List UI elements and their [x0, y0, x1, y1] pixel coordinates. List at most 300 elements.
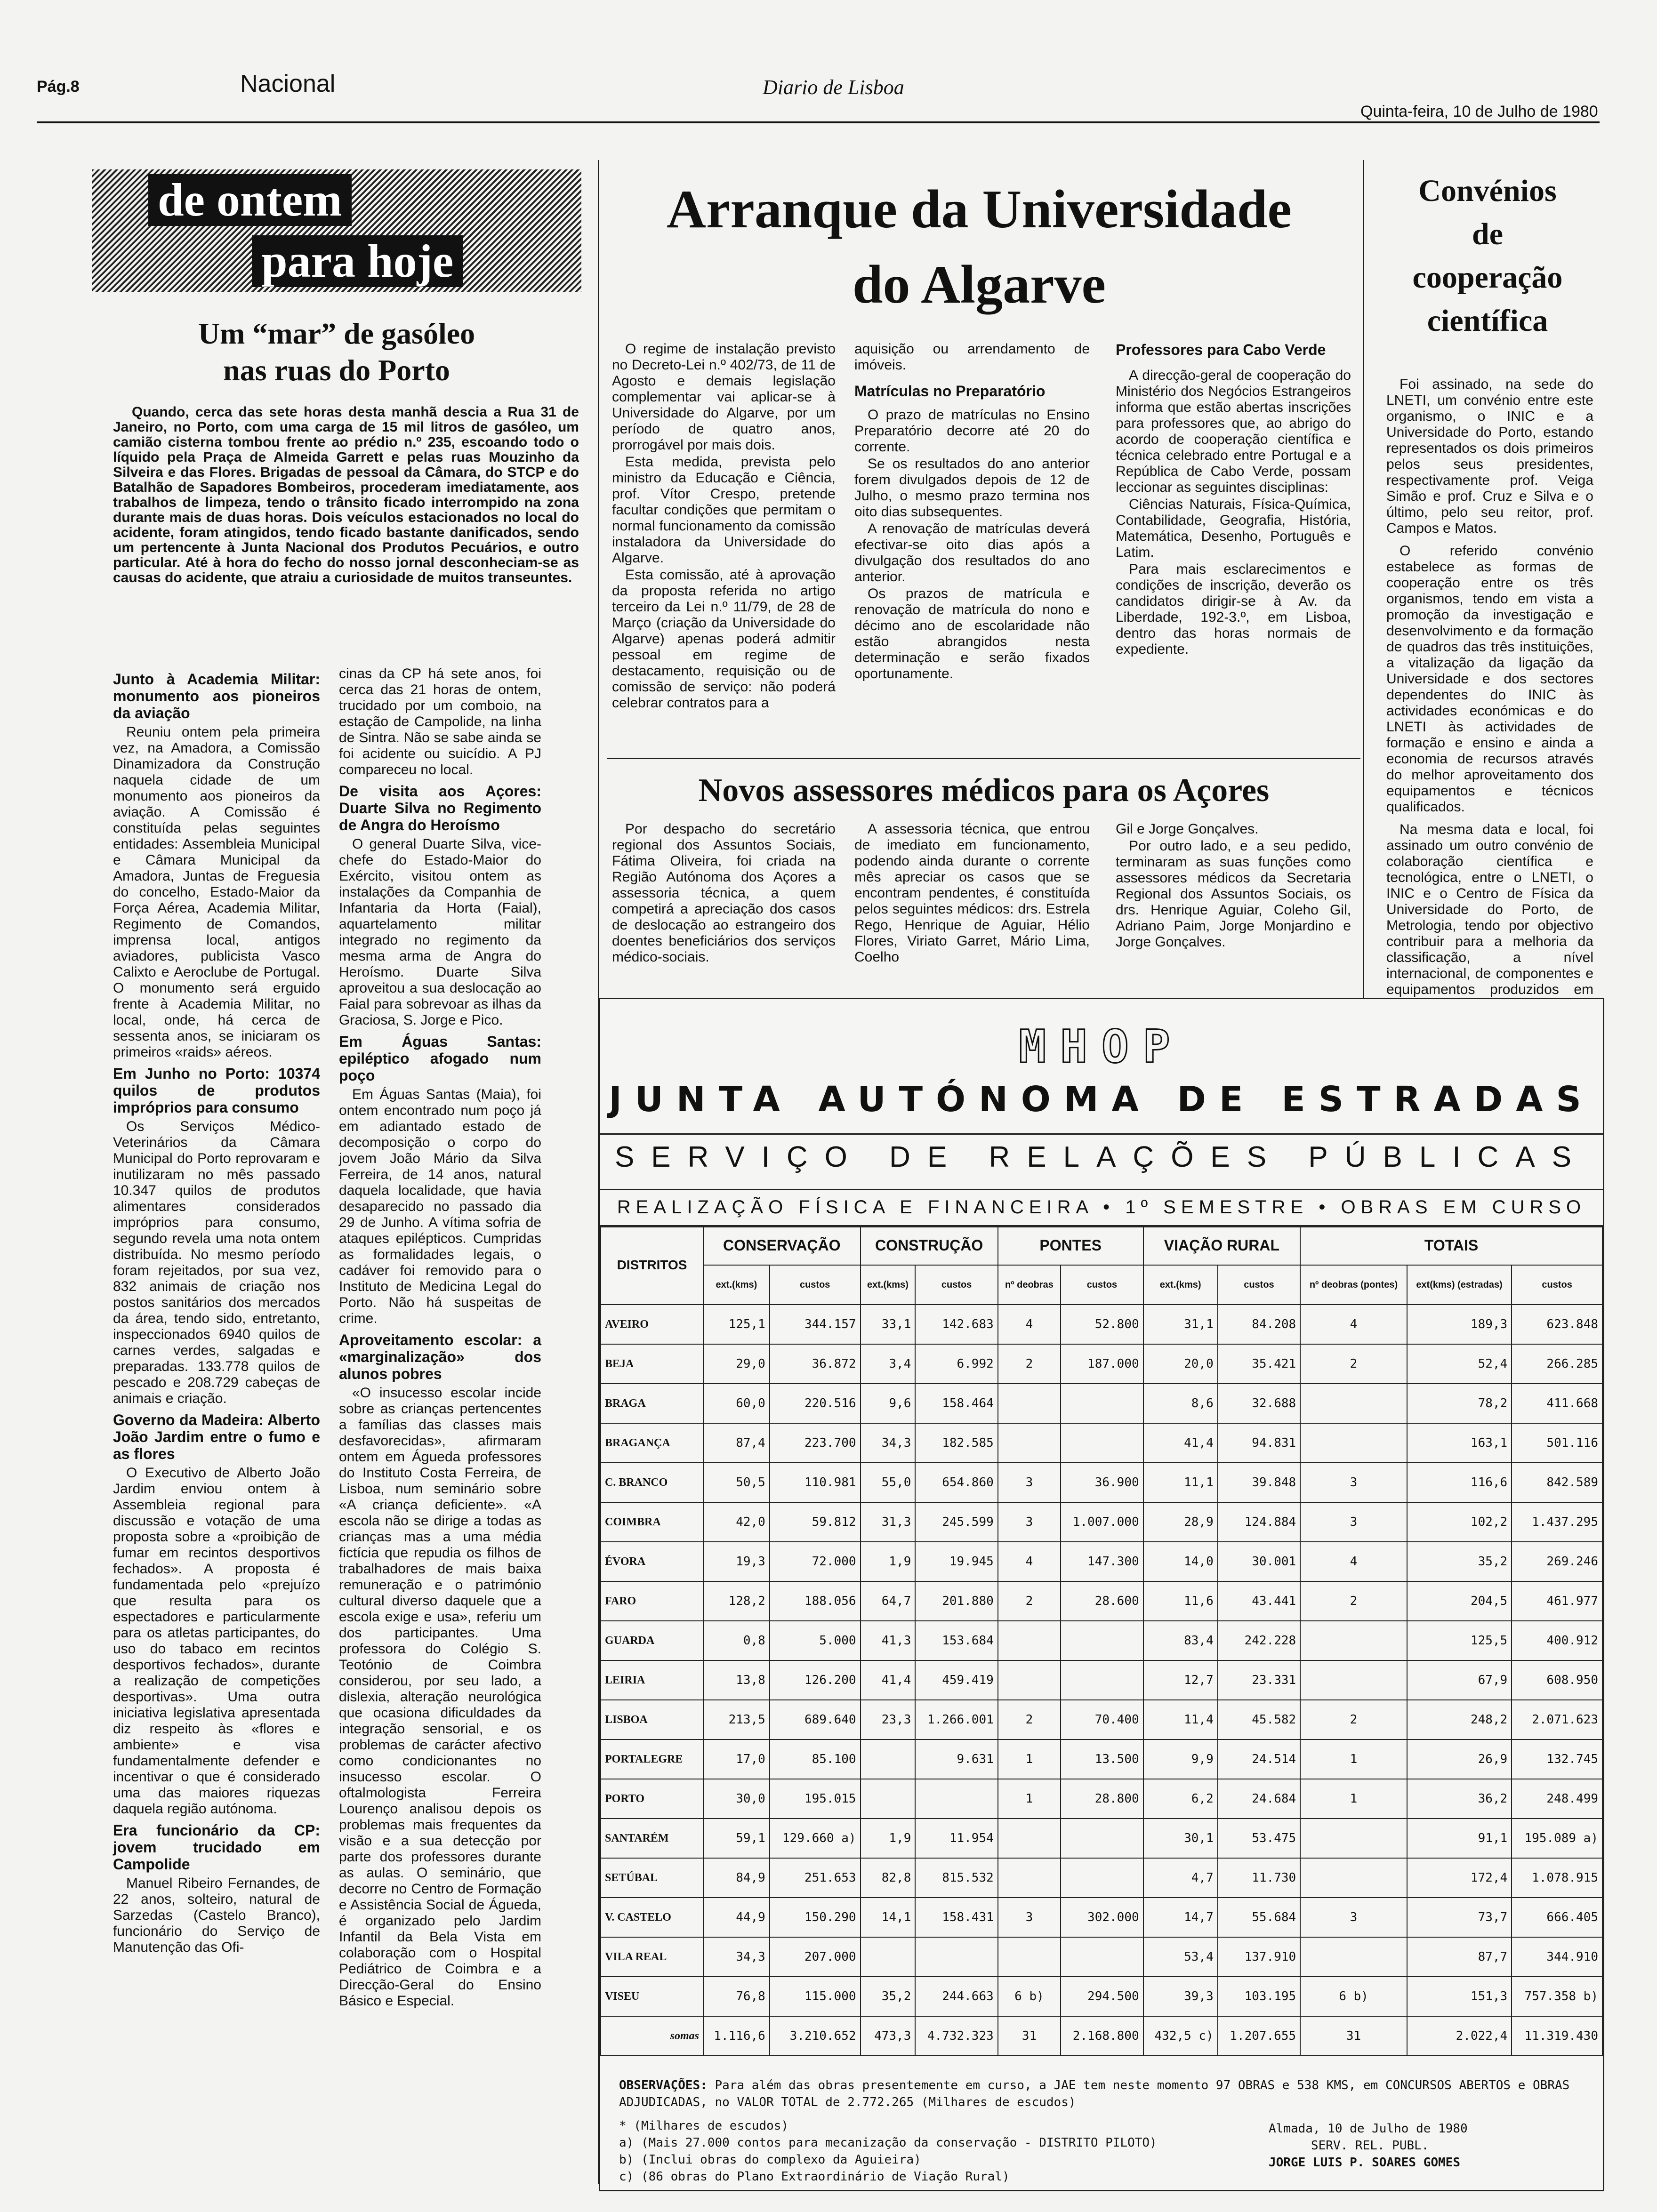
header-rule: [37, 121, 1600, 123]
table-cell: 31,1: [1143, 1305, 1218, 1344]
district-name: FARO: [601, 1581, 703, 1621]
district-name: C. BRANCO: [601, 1463, 703, 1502]
acores-p1: Por despacho do secretário regional dos Assuntos Sociais, Fátima Oliveira, foi criada na Região Autónoma dos Açores a assessoria técnica, a quem competirá a apreciação dos casos de deslocação ao estrangeiro dos doentes beneficiários dos serviços médico-sociais.: [612, 821, 836, 965]
table-cell: 36.872: [770, 1344, 861, 1384]
table-cell: 132.745: [1512, 1739, 1602, 1779]
somas-cell: 31: [1300, 2016, 1407, 2056]
table-cell: 24.684: [1218, 1779, 1300, 1819]
table-cell: 52.800: [1061, 1305, 1143, 1344]
table-cell: 35.421: [1218, 1344, 1300, 1384]
table-cell: 172,4: [1407, 1858, 1512, 1898]
table-cell: 654.860: [915, 1463, 997, 1502]
algarve-p5: O prazo de matrículas no Ensino Preparatório decorre até 20 do corrente.: [854, 407, 1090, 455]
table-cell: 59,1: [703, 1819, 770, 1858]
table-cell: 126.200: [770, 1660, 861, 1700]
relacoes-publicas-title: SERVIÇO DE RELAÇÕES PÚBLICAS: [614, 1141, 1589, 1173]
th-sub-3: custos: [915, 1265, 997, 1305]
table-cell: 142.683: [915, 1305, 997, 1344]
somas-cell: 3.210.652: [770, 2016, 861, 2056]
lead-text: Quando, cerca das sete horas desta manhã descia a Rua 31 de Janeiro, no Porto, com uma carga de 15 mil litros de gasóleo, um camião cisterna tombou frente ao prédio n.º 235, escoando todo o líquido pela Praça de Almeida Garrett e pelas ruas Mouzinho da Silveira e das Flores. Brigadas de pessoal da Câmara, do STCP e do Batalhão de Sapadores Bombeiros, procederam imediatamente, aos trabalhos de limpeza, tendo o trânsito ficado interrompido na zona durante mais de duas horas. Dois veículos estacionados no local do acidente, foram atingidos, tendo ficado bastante danificados, sendo um pertencente à Junta Nacional dos Produtos Pecuários, e outro particular. Até à hora do fecho do nosso jornal desconheciam-se as causas do acidente, que atraiu a curiosidade de muitos transeuntes.: [113, 404, 579, 585]
table-cell: 815.532: [915, 1858, 997, 1898]
table-row: [601, 1660, 1602, 1700]
escolar-text: «O insucesso escolar incide sobre as crianças pertencentes a famílias das classes mais desfavorecidas», afirmaram ontem em Águeda professores do Instituto Costa Ferreira, de Lisboa, num seminário sobre «A criança deficiente». «A escola não se dirige a todas as crianças mas a uma média fictícia que repudia os filhos de trabalhadores de mais baixa remuneração e o património cultural diverso daquele que a escola exige e usa», referiu um dos participantes. Uma professora do Colégio S. Teotónio de Coimbra considerou, por seu lado, a dislexia, alteração neurológica que ocasiona dificuldades da integração sensorial, e os problemas de carácter afectivo como condicionantes no insucesso escolar. O oftalmologista Ferreira Lourenço analisou depois os problemas mais frequentes da visão e a sua detecção por parte dos professores durante as aulas. O seminário, que decorre no Centro de Formação e Assistência Social de Águeda, é organizado pelo Jardim Infantil da Bela Vista em colaboração com o Hospital Pediátrico de Coimbra e a Direcção-Geral do Ensino Básico e Especial.: [339, 1385, 541, 2009]
table-cell: 757.358 b): [1512, 1977, 1602, 2016]
table-cell: [1300, 1660, 1407, 1700]
obs-note-0: * (Milhares de escudos): [619, 2119, 789, 2133]
algarve-rule: [607, 758, 1360, 759]
table-cell: 623.848: [1512, 1305, 1602, 1344]
table-cell: 84,9: [703, 1858, 770, 1898]
algarve-col2: [854, 341, 1090, 683]
table-cell: 70.400: [1061, 1700, 1143, 1739]
table-cell: 23,3: [861, 1700, 916, 1739]
algarve-p11: Para mais esclarecimentos e condições de inscrição, deverão os candidatos dirigir-se à Av. da Liberdade, 192-3.º, em Lisboa, dentro das horas normais de expediente.: [1116, 561, 1351, 657]
table-cell: 39,3: [1143, 1977, 1218, 2016]
th-sub-10: custos: [1512, 1265, 1602, 1305]
table-cell: 45.582: [1218, 1700, 1300, 1739]
obs-note-2: b) (Inclui obras do complexo da Aguieira): [619, 2153, 921, 2167]
table-cell: 4,7: [1143, 1858, 1218, 1898]
porto-produtos-text: Os Serviços Médico-Veterinários da Câmara Municipal do Porto reprovaram e inutilizaram no mês passado 10.347 quilos de produtos alimentares considerados impróprios para consumo, segundo revela uma nota ontem distribuída. No mesmo período foram rejeitados, por sua vez, 832 animais de criação nos postos sanitários dos mercados da área, tendo sido, entretanto, inspeccionados 6940 quilos de carnes verdes, salgadas e preparadas. 133.778 quilos de pescado e 208.729 cabeças de animais e criação.: [113, 1119, 320, 1406]
table-cell: 30,1: [1143, 1819, 1218, 1858]
table-cell: 1: [1300, 1739, 1407, 1779]
table-cell: 23.331: [1218, 1660, 1300, 1700]
table-cell: 302.000: [1061, 1898, 1143, 1937]
somas-label: somas: [601, 2016, 703, 2056]
table-cell: [1300, 1621, 1407, 1660]
aguas-santas-text: Em Águas Santas (Maia), foi ontem encontrado num poço já em adiantado estado de decomposição o corpo do jovem João Mário da Silva Ferreira, de 14 anos, natural daquela localidade, que havia desaparecido no passado dia 29 de Junho. A vítima sofria de ataques epilépticos. Cumpridas as formalidades legais, o cadáver foi removido para o Instituto de Medicina Legal do Porto. Não há suspeitas de crime.: [339, 1087, 541, 1326]
table-cell: 150.290: [770, 1898, 861, 1937]
district-name: GUARDA: [601, 1621, 703, 1660]
cp-headline: Era funcionário da CP: jovem trucidado em Campolide: [113, 1822, 320, 1873]
table-cell: 4: [998, 1542, 1061, 1581]
table-cell: [998, 1621, 1061, 1660]
th-viacao: VIAÇÃO RURAL: [1143, 1226, 1301, 1265]
table-cell: 102,2: [1407, 1502, 1512, 1542]
table-cell: [1061, 1423, 1143, 1463]
table-cell: 55,0: [861, 1463, 916, 1502]
lead-headline-line2: nas ruas do Porto: [223, 353, 450, 387]
table-cell: 13,8: [703, 1660, 770, 1700]
table-cell: 4: [998, 1305, 1061, 1344]
th-sub-9: ext(kms) (estradas): [1407, 1265, 1512, 1305]
table-cell: 36.900: [1061, 1463, 1143, 1502]
algarve-headline-line2: do Algarve: [852, 255, 1106, 315]
somas-cell: 1.207.655: [1218, 2016, 1300, 2056]
table-cell: 1: [998, 1739, 1061, 1779]
table-row: [601, 1581, 1602, 1621]
algarve-p7: A renovação de matrículas deverá efectivar-se oito dias após a divulgação dos resultados do ano anterior.: [854, 521, 1090, 585]
table-cell: [1061, 1384, 1143, 1423]
table-cell: 91,1: [1407, 1819, 1512, 1858]
table-cell: 2: [1300, 1344, 1407, 1384]
convenios-p3: Na mesma data e local, foi assinado um outro convénio de colaboração científica e tecnológica, entre o LNETI, o INIC e o Centro de Física da Universidade do Porto, de Metrologia, tendo por objectivo contribuir para a melhoria da classificação, a nível internacional, de componentes e equipamentos produzidos em: [1386, 822, 1593, 997]
madeira-text: O Executivo de Alberto João Jardim enviou ontem à Assembleia regional para discussão e votação de uma proposta sobre a «proibição de fumar em recintos desportivos fechados». A proposta é fundamentada pelo «prejuízo que resulta para os espectadores e particularmente para os atletas participantes, do uso do tabaco em recintos desportivos fechados», durante a realização de competições desportivas». Uma outra iniciativa legislativa apresentada diz respeito às «flores e ambiente» e visa fundamentalmente defender e incentivar o que é considerado uma das maiores riquezas daquela região autónoma.: [113, 1465, 320, 1817]
table-cell: 1,9: [861, 1542, 916, 1581]
table-row: [601, 1779, 1602, 1819]
table-cell: 400.912: [1512, 1621, 1602, 1660]
table-cell: 251.653: [770, 1858, 861, 1898]
table-cell: 195.089 a): [1512, 1819, 1602, 1858]
table-cell: 461.977: [1512, 1581, 1602, 1621]
algarve-p3: Esta comissão, até à aprovação da proposta referida no artigo terceiro da Lei n.º 11/79, de 28 de Março (criação da Universidade do Algarve) apenas poderá admitir pessoal em regime de destacamento, requisição ou de comissão de serviço: não poderá celebrar contratos para a: [612, 567, 836, 711]
district-name: COIMBRA: [601, 1502, 703, 1542]
table-cell: 1.437.295: [1512, 1502, 1602, 1542]
table-cell: 36,2: [1407, 1779, 1512, 1819]
table-cell: 30,0: [703, 1779, 770, 1819]
col2-articles: [339, 666, 541, 2010]
signature-name: JORGE LUIS P. SOARES GOMES: [1269, 2156, 1460, 2170]
table-cell: 124.884: [1218, 1502, 1300, 1542]
th-sub-1: custos: [770, 1265, 861, 1305]
cp-text: Manuel Ribeiro Fernandes, de 22 anos, solteiro, natural de Sarzedas (Castelo Branco), funcionário do Serviço de Manutenção das Ofi-: [113, 1875, 320, 1955]
somas-cell: 432,5 c): [1143, 2016, 1218, 2056]
algarve-headline: [607, 172, 1351, 322]
acores-p3: Gil e Jorge Gonçalves.: [1116, 821, 1259, 837]
district-name: SETÚBAL: [601, 1858, 703, 1898]
algarve-p6: Se os resultados do ano anterior forem divulgados depois de 12 de Julho, o mesmo prazo termina nos oito dias subsequentes.: [854, 456, 1090, 520]
table-cell: 2: [998, 1581, 1061, 1621]
table-cell: 689.640: [770, 1700, 861, 1739]
table-cell: 1.078.915: [1512, 1858, 1602, 1898]
table-cell: 6,2: [1143, 1779, 1218, 1819]
table-cell: [1061, 1621, 1143, 1660]
table-cell: [915, 1779, 997, 1819]
table-cell: 344.910: [1512, 1937, 1602, 1977]
table-cell: [998, 1858, 1061, 1898]
table-row: [601, 1423, 1602, 1463]
th-sub-0: ext.(kms): [703, 1265, 770, 1305]
table-cell: 34,3: [861, 1423, 916, 1463]
observacoes-text-line: [619, 2077, 1589, 2111]
table-cell: [1300, 1423, 1407, 1463]
table-cell: 125,5: [1407, 1621, 1512, 1660]
table-cell: 83,4: [1143, 1621, 1218, 1660]
table-cell: [998, 1384, 1061, 1423]
table-cell: 87,4: [703, 1423, 770, 1463]
signature-block: [1269, 2120, 1468, 2171]
district-name: LISBOA: [601, 1700, 703, 1739]
newspaper-name: Diario de Lisboa: [763, 76, 904, 99]
table-cell: 128,2: [703, 1581, 770, 1621]
district-name: BEJA: [601, 1344, 703, 1384]
algarve-col3: [1116, 341, 1351, 658]
jae-table-wrap: [600, 1225, 1603, 2056]
table-cell: 2: [1300, 1581, 1407, 1621]
table-cell: 6.992: [915, 1344, 997, 1384]
jae-table: [600, 1225, 1603, 2056]
table-cell: 64,7: [861, 1581, 916, 1621]
table-row: [601, 1898, 1602, 1937]
table-cell: 34,3: [703, 1937, 770, 1977]
banner-line2: para hoje: [252, 235, 463, 287]
district-name: SANTARÉM: [601, 1819, 703, 1858]
table-cell: 3: [1300, 1502, 1407, 1542]
table-cell: 158.464: [915, 1384, 997, 1423]
th-conservacao: CONSERVAÇÃO: [703, 1226, 861, 1265]
somas-cell: 2.168.800: [1061, 2016, 1143, 2056]
district-name: BRAGA: [601, 1384, 703, 1423]
table-row: [601, 1305, 1602, 1344]
observacoes: [619, 2077, 1589, 2185]
obs-note-1: a) (Mais 27.000 contos para mecanização da conservação - DISTRITO PILOTO): [619, 2136, 1157, 2150]
table-cell: 19.945: [915, 1542, 997, 1581]
table-cell: 24.514: [1218, 1739, 1300, 1779]
table-cell: 94.831: [1218, 1423, 1300, 1463]
table-cell: 12,7: [1143, 1660, 1218, 1700]
table-cell: 163,1: [1407, 1423, 1512, 1463]
table-cell: 189,3: [1407, 1305, 1512, 1344]
column-divider-right: [1363, 160, 1364, 1002]
acores-col2: [854, 821, 1090, 966]
madeira-headline: Governo da Madeira: Alberto João Jardim entre o fumo e as flores: [113, 1411, 320, 1462]
table-cell: 2: [998, 1700, 1061, 1739]
algarve-p4: aquisição ou arrendamento de imóveis.: [854, 341, 1090, 373]
table-cell: 14,1: [861, 1898, 916, 1937]
algarve-p1: O regime de instalação previsto no Decreto-Lei n.º 402/73, de 11 de Agosto e demais legislação complementar vai aplicar-se à Universidade do Algarve, por um período de quatro anos, prorrogável por mais dois.: [612, 341, 836, 453]
table-cell: 266.285: [1512, 1344, 1602, 1384]
table-cell: 2.071.623: [1512, 1700, 1602, 1739]
table-cell: 84.208: [1218, 1305, 1300, 1344]
table-cell: 9,9: [1143, 1739, 1218, 1779]
issue-date: Quinta-feira, 10 de Julho de 1980: [1360, 103, 1598, 120]
table-cell: [1061, 1858, 1143, 1898]
table-cell: 459.419: [915, 1660, 997, 1700]
table-cell: 842.589: [1512, 1463, 1602, 1502]
algarve-p10: Ciências Naturais, Física-Química, Contabilidade, Geografia, História, Matemática, Desenho, Português e Latim.: [1116, 497, 1351, 560]
table-cell: [861, 1779, 916, 1819]
th-sub-7: custos: [1218, 1265, 1300, 1305]
acores-col1: [612, 821, 836, 966]
table-row: [601, 1977, 1602, 2016]
district-name: VISEU: [601, 1977, 703, 2016]
convenios-text: [1386, 377, 1593, 1015]
table-cell: 248,2: [1407, 1700, 1512, 1739]
algarve-p2: Esta medida, prevista pelo ministro da Educação e Ciência, prof. Vítor Crespo, pretende facultar condições que permitam o normal funcionamento da comissão instaladora da Universidade do Algarve.: [612, 454, 836, 566]
table-cell: 269.246: [1512, 1542, 1602, 1581]
obs-notes: [619, 2117, 1255, 2185]
district-name: V. CASTELO: [601, 1898, 703, 1937]
obs-note-3: c) (86 obras do Plano Extraordinário de Viação Rural): [619, 2170, 1010, 2184]
mhop-logo: MHOP: [1019, 1020, 1184, 1073]
table-cell: 2: [998, 1344, 1061, 1384]
table-cell: [1300, 1937, 1407, 1977]
table-cell: 82,8: [861, 1858, 916, 1898]
table-cell: 9.631: [915, 1739, 997, 1779]
table-cell: 14,7: [1143, 1898, 1218, 1937]
th-sub-8: nº deobras (pontes): [1300, 1265, 1407, 1305]
table-cell: 11.954: [915, 1819, 997, 1858]
table-cell: 4: [1300, 1542, 1407, 1581]
table-cell: 78,2: [1407, 1384, 1512, 1423]
table-row: [601, 1700, 1602, 1739]
realizacao-band: REALIZAÇÃO FÍSICA E FINANCEIRA • 1º SEMESTRE • OBRAS EM CURSO: [600, 1188, 1603, 1227]
table-cell: 44,9: [703, 1898, 770, 1937]
somas-cell: 473,3: [861, 2016, 916, 2056]
academia-headline: Junto à Academia Militar: monumento aos pioneiros da aviação: [113, 671, 320, 721]
table-cell: [1061, 1660, 1143, 1700]
page-number: Pág.8: [37, 78, 80, 96]
table-row: [601, 1937, 1602, 1977]
algarve-p9: A direcção-geral de cooperação do Ministério dos Negócios Estrangeiros informa que estão abertas inscrições para professores que, ao abrigo do acordo de cooperação científica e técnica celebrado entre Portugal e a República de Cabo Verde, possam leccionar as seguintes disciplinas:: [1116, 368, 1351, 495]
cp-text-continued: cinas da CP há sete anos, foi cerca das 21 horas de ontem, trucidado por um comboio, na estação de Campolide, na linha de Sintra. Não se sabe ainda se foi acidente ou suicídio. A PJ compareceu no local.: [339, 666, 541, 777]
table-cell: 28.600: [1061, 1581, 1143, 1621]
table-cell: 294.500: [1061, 1977, 1143, 2016]
table-cell: 55.684: [1218, 1898, 1300, 1937]
observacoes-label: OBSERVAÇÕES:: [619, 2078, 708, 2092]
table-cell: 50,5: [703, 1463, 770, 1502]
table-cell: 33,1: [861, 1305, 916, 1344]
signature-place-date: Almada, 10 de Julho de 1980: [1269, 2122, 1468, 2136]
table-cell: 213,5: [703, 1700, 770, 1739]
table-cell: 73,7: [1407, 1898, 1512, 1937]
matriculas-subhead: Matrículas no Preparatório: [854, 383, 1046, 400]
table-cell: 1.007.000: [1061, 1502, 1143, 1542]
table-cell: [915, 1937, 997, 1977]
table-cell: 1: [1300, 1779, 1407, 1819]
porto-produtos-headline: Em Junho no Porto: 10374 quilos de produtos impróprios para consumo: [113, 1065, 320, 1116]
table-cell: 11,6: [1143, 1581, 1218, 1621]
table-cell: 28.800: [1061, 1779, 1143, 1819]
table-cell: [861, 1937, 916, 1977]
table-cell: 11,1: [1143, 1463, 1218, 1502]
table-cell: [1300, 1384, 1407, 1423]
somas-cell: 4.732.323: [915, 2016, 997, 2056]
table-cell: 14,0: [1143, 1542, 1218, 1581]
algarve-col1: [612, 341, 836, 712]
table-cell: 60,0: [703, 1384, 770, 1423]
lead-headline: [92, 315, 581, 389]
escolar-headline: Aproveitamento escolar: a «marginalização» dos alunos pobres: [339, 1331, 541, 1382]
table-cell: 28,9: [1143, 1502, 1218, 1542]
observacoes-text: Para além das obras presentemente em curso, a JAE tem neste momento 97 OBRAS e 538 KMS, em CONCURSOS ABERTOS e OBRAS ADJUDICADAS, no VALOR TOTAL de 2.772.265 (Milhares de escudos): [619, 2078, 1570, 2109]
table-cell: 3: [1300, 1898, 1407, 1937]
table-cell: 19,3: [703, 1542, 770, 1581]
convenios-headline-line4: científica: [1427, 304, 1548, 338]
table-cell: 0,8: [703, 1621, 770, 1660]
col1-articles: [113, 666, 320, 1956]
table-cell: 129.660 a): [770, 1819, 861, 1858]
table-cell: [998, 1937, 1061, 1977]
table-cell: 666.405: [1512, 1898, 1602, 1937]
table-cell: 59.812: [770, 1502, 861, 1542]
table-cell: 4: [1300, 1305, 1407, 1344]
table-cell: 244.663: [915, 1977, 997, 2016]
table-cell: 13.500: [1061, 1739, 1143, 1779]
district-name: PORTALEGRE: [601, 1739, 703, 1779]
table-cell: 43.441: [1218, 1581, 1300, 1621]
table-cell: 32.688: [1218, 1384, 1300, 1423]
table-cell: 26,9: [1407, 1739, 1512, 1779]
acores-p4: Por outro lado, e a seu pedido, terminaram as suas funções como assessores médicos da Secretaria Regional dos Assuntos Sociais, os drs. Henrique Aguiar, Coleho Gil, Adriano Paim, Jorge Monjardino e Jorge Gonçalves.: [1116, 838, 1351, 950]
th-sub-5: custos: [1061, 1265, 1143, 1305]
table-cell: [998, 1819, 1061, 1858]
algarve-headline-line1: Arranque da Universidade: [667, 179, 1292, 240]
th-construcao: CONSTRUÇÃO: [861, 1226, 998, 1265]
table-row: [601, 1819, 1602, 1858]
table-cell: 3: [998, 1502, 1061, 1542]
table-cell: [998, 1660, 1061, 1700]
convenios-p1: Foi assinado, na sede do LNETI, um convénio entre este organismo, o INIC e a Universidade do Porto, estando representados os dois primeiros pelos seus presidentes, respectivamente prof. Veiga Simão e prof. Cruz e Silva e o último, pelo seu reitor, prof. Campos e Matos.: [1386, 377, 1593, 536]
table-cell: 245.599: [915, 1502, 997, 1542]
table-cell: 11.730: [1218, 1858, 1300, 1898]
table-row: [601, 1502, 1602, 1542]
table-cell: 344.157: [770, 1305, 861, 1344]
table-row: [601, 1344, 1602, 1384]
table-cell: 411.668: [1512, 1384, 1602, 1423]
table-cell: 1,9: [861, 1819, 916, 1858]
th-pontes: PONTES: [998, 1226, 1143, 1265]
th-sub-2: ext.(kms): [861, 1265, 916, 1305]
table-cell: 204,5: [1407, 1581, 1512, 1621]
table-row: [601, 1858, 1602, 1898]
acores-visita-text: O general Duarte Silva, vice-chefe do Estado-Maior do Exército, visitou ontem as instalações da Companhia de Infantaria da Horta (Faial), aquartelamento militar integrado no regimento da mesma arma de Angra do Heroísmo. Duarte Silva aproveitou a sua deslocação ao Faial para sobrevoar as ilhas da Graciosa, S. Jorge e Pico.: [339, 836, 541, 1028]
convenios-headline-line3: cooperação: [1412, 260, 1563, 295]
table-cell: 41,3: [861, 1621, 916, 1660]
somas-cell: 1.116,6: [703, 2016, 770, 2056]
banner: [92, 169, 581, 292]
table-cell: 53,4: [1143, 1937, 1218, 1977]
table-cell: [1300, 1819, 1407, 1858]
somas-row: [601, 2016, 1602, 2056]
table-cell: 52,4: [1407, 1344, 1512, 1384]
th-sub-6: ext.(kms): [1143, 1265, 1218, 1305]
table-cell: 116,6: [1407, 1463, 1512, 1502]
table-cell: [1061, 1819, 1143, 1858]
table-row: [601, 1621, 1602, 1660]
table-cell: 608.950: [1512, 1660, 1602, 1700]
table-cell: 187.000: [1061, 1344, 1143, 1384]
acores-visita-headline: De visita aos Açores: Duarte Silva no Regimento de Angra do Heroísmo: [339, 783, 541, 834]
table-cell: 182.585: [915, 1423, 997, 1463]
table-row: [601, 1463, 1602, 1502]
table-cell: 201.880: [915, 1581, 997, 1621]
district-name: LEIRIA: [601, 1660, 703, 1700]
acores-headline: Novos assessores médicos para os Açores: [698, 772, 1270, 809]
table-cell: 115.000: [770, 1977, 861, 2016]
table-row: [601, 1542, 1602, 1581]
signature-dept: SERV. REL. PUBL.: [1311, 2139, 1429, 2153]
section-name: Nacional: [240, 70, 336, 97]
table-cell: 17,0: [703, 1739, 770, 1779]
jae-advertisement: [599, 998, 1604, 2191]
table-cell: 31,3: [861, 1502, 916, 1542]
table-cell: 195.015: [770, 1779, 861, 1819]
table-cell: 30.001: [1218, 1542, 1300, 1581]
table-cell: 3,4: [861, 1344, 916, 1384]
table-cell: 248.499: [1512, 1779, 1602, 1819]
district-name: BRAGANÇA: [601, 1423, 703, 1463]
table-cell: 223.700: [770, 1423, 861, 1463]
table-cell: 41,4: [861, 1660, 916, 1700]
table-cell: 1: [998, 1779, 1061, 1819]
table-cell: 6 b): [1300, 1977, 1407, 2016]
table-cell: 6 b): [998, 1977, 1061, 2016]
table-cell: 35,2: [861, 1977, 916, 2016]
somas-cell: 2.022,4: [1407, 2016, 1512, 2056]
table-cell: [1300, 1858, 1407, 1898]
table-cell: 41,4: [1143, 1423, 1218, 1463]
table-cell: 39.848: [1218, 1463, 1300, 1502]
table-cell: 103.195: [1218, 1977, 1300, 2016]
table-cell: 85.100: [770, 1739, 861, 1779]
table-cell: 501.116: [1512, 1423, 1602, 1463]
convenios-headline-line2: de: [1472, 217, 1503, 251]
th-sub-4: nº deobras: [998, 1265, 1061, 1305]
table-cell: 5.000: [770, 1621, 861, 1660]
table-cell: 53.475: [1218, 1819, 1300, 1858]
somas-cell: 11.319.430: [1512, 2016, 1602, 2056]
